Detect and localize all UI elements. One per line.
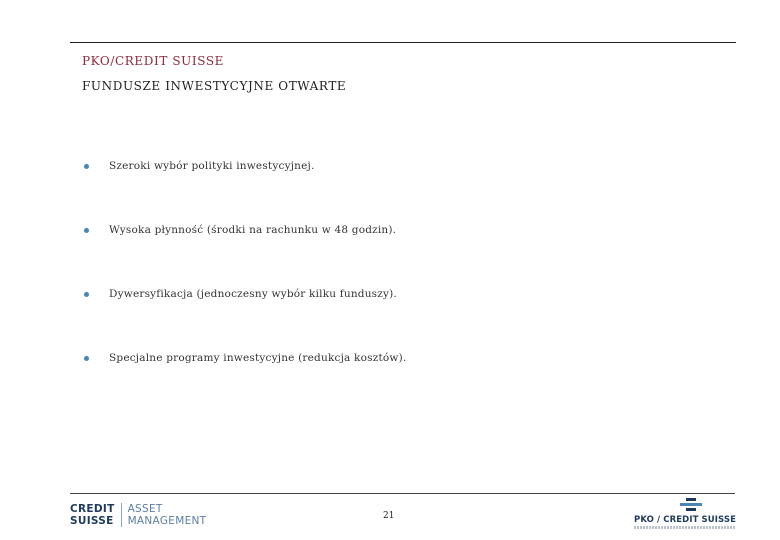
cs-logo-line2: SUISSE bbox=[70, 515, 114, 527]
pko-logo-subline bbox=[634, 526, 736, 529]
bullet-text: Specjalne programy inwestycyjne (redukcja kosztów). bbox=[109, 352, 407, 364]
pko-logo-text: PKO / CREDIT SUISSE bbox=[634, 515, 737, 525]
page-number: 21 bbox=[383, 511, 395, 521]
cs-logo-line1: CREDIT bbox=[70, 503, 115, 515]
cs-logo-line4: MANAGEMENT bbox=[127, 515, 207, 527]
bullet-text: Wysoka płynność (środki na rachunku w 48 godzin). bbox=[109, 224, 397, 236]
footer-divider bbox=[70, 493, 735, 494]
bullet-icon bbox=[84, 164, 89, 169]
cs-logo-line3: ASSET bbox=[127, 503, 163, 515]
top-divider bbox=[70, 42, 736, 43]
cs-logo-left bbox=[70, 503, 115, 527]
cs-logo-separator bbox=[121, 503, 122, 527]
page-title: FUNDUSZE INWESTYCYJNE OTWARTE bbox=[82, 79, 347, 93]
pko-mark-icon bbox=[680, 498, 702, 513]
bullet-icon bbox=[84, 292, 89, 297]
bullet-icon bbox=[84, 356, 89, 361]
bullet-text: Szeroki wybór polityki inwestycyjnej. bbox=[109, 160, 315, 172]
credit-suisse-asset-management-logo bbox=[70, 503, 206, 527]
bullet-text: Dywersyfikacja (jednoczesny wybór kilku funduszy). bbox=[109, 288, 397, 300]
cs-logo-right bbox=[128, 503, 207, 527]
bullet-icon bbox=[84, 228, 89, 233]
brand-heading: PKO/CREDIT SUISSE bbox=[82, 54, 225, 68]
pko-credit-suisse-logo bbox=[632, 498, 736, 532]
